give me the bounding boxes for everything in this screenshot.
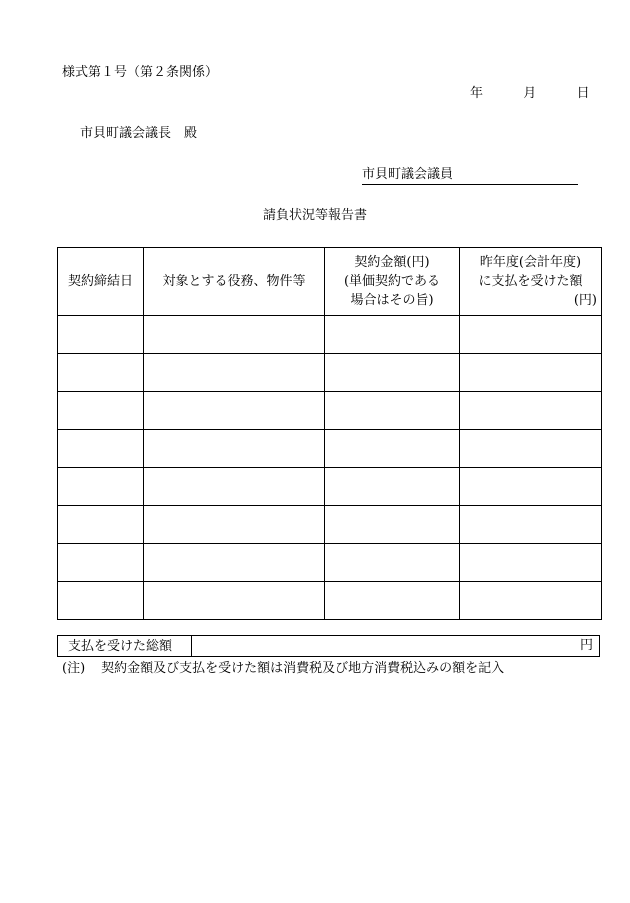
date-line <box>470 86 590 102</box>
date-day-label: 日 <box>576 86 590 101</box>
sender-line: 市貝町議会議員 <box>362 167 578 185</box>
header-contract-amount: 契約金額(円) (単価契約である 場合はその旨) <box>325 248 460 316</box>
addressee: 市貝町議会議長 殿 <box>80 126 198 141</box>
table-cell <box>460 354 602 392</box>
table-row <box>58 582 602 620</box>
table-row <box>58 316 602 354</box>
table-cell <box>144 582 325 620</box>
table-header-row <box>58 248 602 316</box>
total-amount-unit: 円 <box>579 638 593 653</box>
table-cell <box>460 582 602 620</box>
table-cell <box>144 392 325 430</box>
table-cell <box>144 354 325 392</box>
table-cell <box>144 544 325 582</box>
total-amount-label: 支払を受けた総額 <box>58 636 192 656</box>
footnote <box>62 661 504 677</box>
table-cell <box>58 468 144 506</box>
footnote-text: 契約金額及び支払を受けた額は消費税及び地方消費税込みの額を記入 <box>101 661 505 676</box>
table-cell <box>325 316 460 354</box>
table-cell <box>325 430 460 468</box>
table-cell <box>58 316 144 354</box>
table-cell <box>460 468 602 506</box>
form-number-label: 様式第１号（第２条関係） <box>62 65 219 80</box>
table-cell <box>58 430 144 468</box>
footnote-prefix: (注) <box>62 661 86 676</box>
table-cell <box>58 392 144 430</box>
table-row <box>58 430 602 468</box>
table-cell <box>325 582 460 620</box>
table-cell <box>58 354 144 392</box>
table-cell <box>460 544 602 582</box>
table-cell <box>325 544 460 582</box>
header-contract-date: 契約締結日 <box>58 248 144 316</box>
table-cell <box>325 506 460 544</box>
table-row <box>58 544 602 582</box>
table-cell <box>325 392 460 430</box>
table-cell <box>144 468 325 506</box>
table-cell <box>144 430 325 468</box>
contract-status-table <box>57 247 602 620</box>
table-cell <box>460 316 602 354</box>
table-body <box>58 316 602 620</box>
table-cell <box>460 392 602 430</box>
header-payment-received: 昨年度(会計年度) に支払を受けた額 (円) <box>460 248 602 316</box>
table-cell <box>144 506 325 544</box>
table-cell <box>58 506 144 544</box>
table-cell <box>144 316 325 354</box>
table-cell <box>58 544 144 582</box>
table-cell <box>325 468 460 506</box>
table-cell <box>460 430 602 468</box>
document-title: 請負状況等報告書 <box>262 208 367 223</box>
table-row <box>58 392 602 430</box>
table-row <box>58 354 602 392</box>
table-row <box>58 468 602 506</box>
date-year-label: 年 <box>470 86 484 101</box>
total-amount-row <box>57 635 600 657</box>
table-cell <box>460 506 602 544</box>
date-month-label: 月 <box>523 86 537 101</box>
table-cell <box>58 582 144 620</box>
table-cell <box>325 354 460 392</box>
table-row <box>58 506 602 544</box>
header-target-item: 対象とする役務、物件等 <box>144 248 325 316</box>
